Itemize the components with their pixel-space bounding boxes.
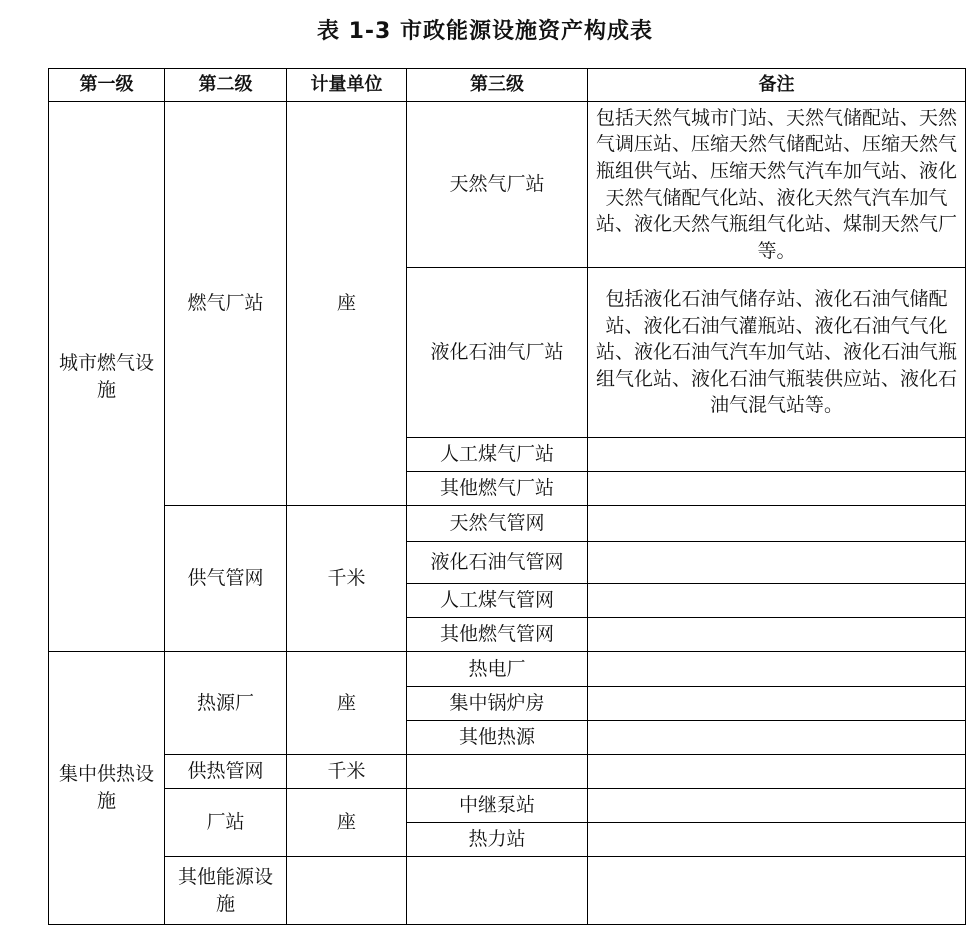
cell-note: 包括天然气城市门站、天然气储配站、天然气调压站、压缩天然气储配站、压缩天然气瓶组供气站、压缩天然气汽车加气站、液化天然气储配气化站、液化天然气汽车加气站、液化天然气瓶组气化站、煤制天然气厂等。 <box>588 102 966 268</box>
header-unit: 计量单位 <box>287 69 407 102</box>
cell-level3: 其他热源 <box>407 721 588 755</box>
cell-unit-heat-network: 千米 <box>287 755 407 789</box>
cell-level3: 液化石油气管网 <box>407 542 588 584</box>
cell-level3 <box>407 755 588 789</box>
cell-note <box>588 652 966 687</box>
cell-level3: 热力站 <box>407 823 588 857</box>
cell-unit-gas-network: 千米 <box>287 506 407 652</box>
cell-note <box>588 721 966 755</box>
cell-unit-other <box>407 857 588 925</box>
cell-unit-heat-source: 座 <box>287 652 407 755</box>
cell-level2-gas-plant: 燃气厂站 <box>165 102 287 506</box>
cell-unit-heat-station: 座 <box>287 789 407 857</box>
cell-level3: 天然气管网 <box>407 506 588 542</box>
cell-note <box>588 506 966 542</box>
header-row <box>49 69 966 102</box>
cell-level3: 人工煤气管网 <box>407 584 588 618</box>
cell-note <box>588 755 966 789</box>
cell-level2-heat-station: 厂站 <box>165 789 287 857</box>
cell-level3: 其他燃气厂站 <box>407 472 588 506</box>
cell-level3: 热电厂 <box>407 652 588 687</box>
table-row <box>49 857 966 925</box>
table-row <box>49 789 966 823</box>
table-row <box>49 102 966 268</box>
cell-level3: 中继泵站 <box>407 789 588 823</box>
cell-level3: 人工煤气厂站 <box>407 438 588 472</box>
header-level2: 第二级 <box>165 69 287 102</box>
cell-note <box>588 618 966 652</box>
cell-note <box>588 472 966 506</box>
cell-note <box>588 789 966 823</box>
cell-level2-heat-network: 供热管网 <box>165 755 287 789</box>
asset-composition-table <box>48 68 966 925</box>
cell-unit-gas-plant: 座 <box>287 102 407 506</box>
cell-note <box>588 687 966 721</box>
header-level3: 第三级 <box>407 69 588 102</box>
cell-level2-gas-network: 供气管网 <box>165 506 287 652</box>
table-row <box>49 755 966 789</box>
cell-note <box>588 542 966 584</box>
table-title: 表 1-3 市政能源设施资产构成表 <box>316 19 654 44</box>
cell-level3: 液化石油气厂站 <box>407 268 588 438</box>
table-row <box>49 652 966 687</box>
cell-note <box>588 584 966 618</box>
cell-level1-gas: 城市燃气设施 <box>49 102 165 652</box>
table-row <box>49 506 966 542</box>
cell-note <box>588 823 966 857</box>
cell-level1-other: 其他能源设施 <box>165 857 287 925</box>
cell-level1-heat: 集中供热设施 <box>49 652 165 925</box>
cell-level2-other <box>287 857 407 925</box>
cell-note: 包括液化石油气储存站、液化石油气储配站、液化石油气灌瓶站、液化石油气气化站、液化石油气汽车加气站、液化石油气瓶组气化站、液化石油气瓶装供应站、液化石油气混气站等。 <box>588 268 966 438</box>
header-note: 备注 <box>588 69 966 102</box>
cell-level2-heat-source: 热源厂 <box>165 652 287 755</box>
cell-note <box>588 438 966 472</box>
cell-level3: 天然气厂站 <box>407 102 588 268</box>
cell-level3: 集中锅炉房 <box>407 687 588 721</box>
cell-level3: 其他燃气管网 <box>407 618 588 652</box>
header-level1: 第一级 <box>49 69 165 102</box>
cell-level3-other <box>588 857 966 925</box>
